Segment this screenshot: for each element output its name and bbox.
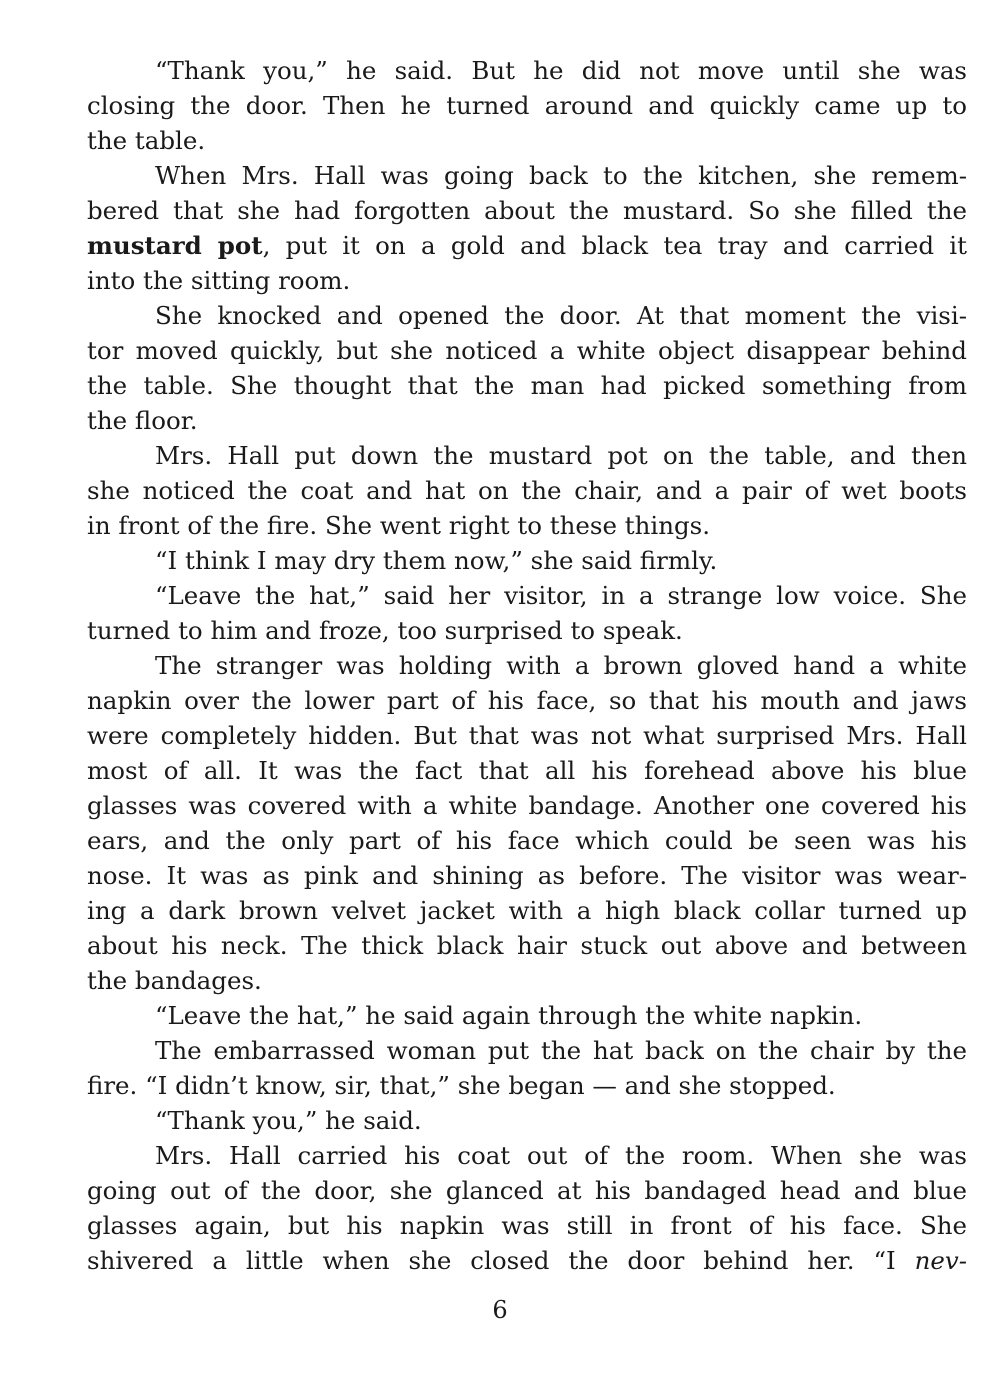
text-line: the table. She thought that the man had picked something from [87,371,967,400]
page-number: 6 [492,1296,508,1324]
text-line: “Leave the hat,” he said again through the white napkin. [155,1001,863,1030]
text-line: fire. “I didn’t know, sir, that,” she began — and she stopped. [87,1071,836,1100]
text-line [87,1243,967,1278]
text-line: ears, and the only part of his face which could be seen was his [87,826,967,855]
text-line: bered that she had forgotten about the mustard. So she filled the [87,196,967,225]
text-line: napkin over the lower part of his face, so that his mouth and jaws [87,686,967,715]
text-line: tor moved quickly, but she noticed a white object disappear behind [87,336,967,365]
text-line: “I think I may dry them now,” she said firmly. [155,546,718,575]
text-line: turned to him and froze, too surprised to speak. [87,616,683,645]
body-text [87,53,967,1278]
text-line: “Thank you,” he said. [155,1106,422,1135]
text-line: ing a dark brown velvet jacket with a high black collar turned up [87,896,967,925]
text-line: the bandages. [87,966,262,995]
text-line: she noticed the coat and hat on the chair, and a pair of wet boots [87,476,967,505]
bold-text: mustard pot [87,231,263,260]
text-line: glasses again, but his napkin was still in front of his face. She [87,1211,967,1240]
text-line [87,228,967,263]
text-line: “Leave the hat,” said her visitor, in a strange low voice. She [155,581,967,610]
text-line: in front of the fire. She went right to these things. [87,511,711,540]
text-line: about his neck. The thick black hair stuck out above and between [87,931,967,960]
text-line: were completely hidden. But that was not what surprised Mrs. Hall [87,721,967,750]
text-line: the table. [87,126,206,155]
text-line: The embarrassed woman put the hat back on the chair by the [155,1036,967,1065]
text-line: nose. It was as pink and shining as before. The visitor was wear- [87,861,967,890]
text-line: going out of the door, she glanced at his bandaged head and blue [87,1176,967,1205]
text-line: glasses was covered with a white bandage. Another one covered his [87,791,967,820]
italic-text: nev- [914,1246,967,1275]
text-line: When Mrs. Hall was going back to the kitchen, she remem- [155,161,967,190]
text-line: The stranger was holding with a brown gloved hand a white [155,651,967,680]
text-line: into the sitting room. [87,266,351,295]
text-line: the floor. [87,406,198,435]
text-line: Mrs. Hall put down the mustard pot on the table, and then [155,441,967,470]
text-line: “Thank you,” he said. But he did not move until she was [155,56,967,85]
text-segment: , put it on a gold and black tea tray and carried it [262,231,967,260]
text-line: closing the door. Then he turned around and quickly came up to [87,91,967,120]
text-line: She knocked and opened the door. At that moment the visi- [155,301,967,330]
text-line: most of all. It was the fact that all his forehead above his blue [87,756,967,785]
text-line: Mrs. Hall carried his coat out of the room. When she was [155,1141,967,1170]
text-segment: shivered a little when she closed the door behind her. “I [87,1246,915,1275]
